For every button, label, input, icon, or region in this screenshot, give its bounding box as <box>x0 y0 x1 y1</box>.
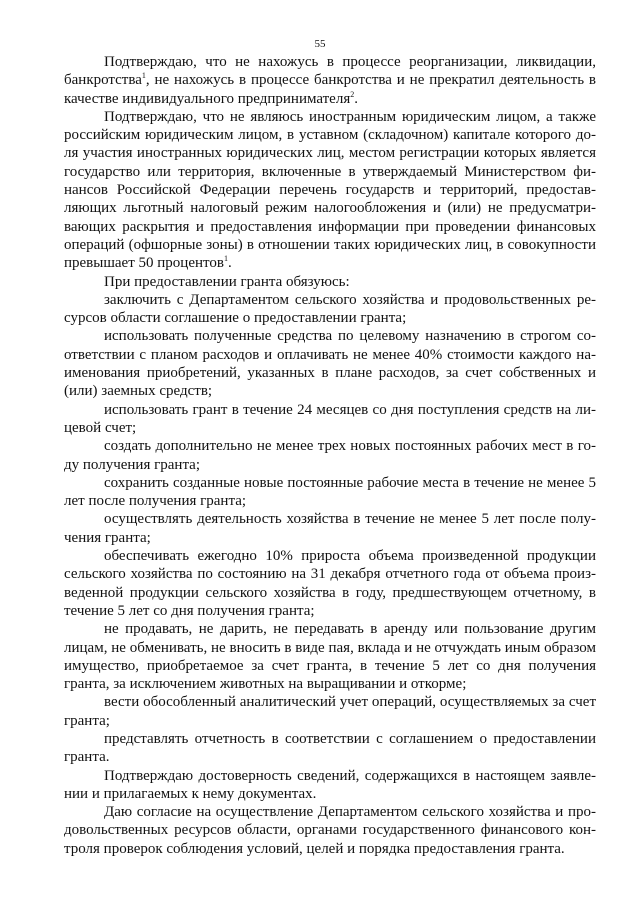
paragraph-operate-5-years: осуществлять деятельность хозяйства в течение не менее 5 лет после получения гранта; <box>64 511 596 546</box>
paragraph-no-alienation: не продавать, не дарить, не передавать в аренду или пользование другим лицам, не обменивать, не вносить в виде пая, вклада и не отчуждать иным образом имущество, приобретаемое за счет гранта, в течение 5 лет со дня получения гранта, за исключением животных на выращивании и откорме; <box>64 621 596 693</box>
paragraph-keep-jobs: сохранить созданные новые постоянные рабочие места в течение не менее 5 лет после получения гранта; <box>64 474 596 510</box>
paragraph-text: Подтверждаю, что не нахожусь в процессе реорганизации, ликвидации, банкротства <box>64 54 596 89</box>
paragraph-separate-accounting: вести обособленный аналитический учет операций, осуществляемых за счет гранта; <box>64 694 596 729</box>
footnote-ref: 2 <box>350 89 355 99</box>
paragraph-text: Подтверждаю, что не являюсь иностранным юридическим лицом, а также российским юридическим лицом, в уставном (складочном) капитале которого доля участия иностранных юридических лиц, местом регистрации которых является государство или территория, включенные в утверждаемый Министерством финансов Российской Федерации перечень государств и территорий, предоставляющих льготный налоговый режим налогообложения и (или) не предусматривающих раскрытия и предоставления информации при проведении финансовых операций (офшорные зоны) в отношении таких юридических лиц, в совокупности превышает 50 процентов <box>64 108 596 272</box>
paragraph-text: , не нахожусь в процессе банкротства и не прекратил деятельность в качестве индивидуального предпринимателя <box>64 72 596 107</box>
paragraph-text: . <box>354 90 358 107</box>
paragraph-create-jobs: создать дополнительно не менее трех новых постоянных рабочих мест в году получения гранта; <box>64 438 596 473</box>
paragraph-consent-checks: Даю согласие на осуществление Департаментом сельского хозяйства и продовольственных ресурсов области, органами государственного финансового контроля проверок соблюдения условий, целей и порядка предоставления гранта. <box>64 804 596 857</box>
paragraph-growth-10: обеспечивать ежегодно 10% прироста объема произведенной продукции сельского хозяйства по состоянию на 31 декабря отчетного года от объема произведенной продукции сельского хозяйства в году, предшествующем отчетному, в течение 5 лет со дня получения гранта; <box>64 548 596 619</box>
paragraph-sign-agreement: заключить с Департаментом сельского хозяйства и продовольственных ресурсов области соглашение о предоставлении гранта; <box>64 291 596 327</box>
paragraph-confirm-accuracy: Подтверждаю достоверность сведений, содержащихся в настоящем заявлении и прилагаемых к нему документах. <box>64 767 596 802</box>
paragraph-obligations-intro: При предоставлении гранта обязуюсь: <box>104 273 350 290</box>
paragraph-reporting: представлять отчетность в соответствии с соглашением о предоставлении гранта. <box>64 730 596 766</box>
paragraph-reorganization <box>64 53 596 108</box>
document-body <box>64 53 596 858</box>
page-number: 55 <box>314 38 326 50</box>
footnote-ref: 1 <box>223 254 228 264</box>
paragraph-use-funds: использовать полученные средства по целевому назначению в строгом соответствии с планом расходов и оплачивать не менее 40% стоимости каждого наименования приобретений, указанных в плане расходов, за счет собственных и (или) заемных средств; <box>64 328 596 400</box>
footnote-ref: 1 <box>141 71 146 81</box>
paragraph-foreign-entity <box>64 108 596 273</box>
paragraph-text: . <box>227 255 232 272</box>
paragraph-use-grant-24: использовать грант в течение 24 месяцев со дня поступления средств на лицевой счет; <box>64 401 596 436</box>
